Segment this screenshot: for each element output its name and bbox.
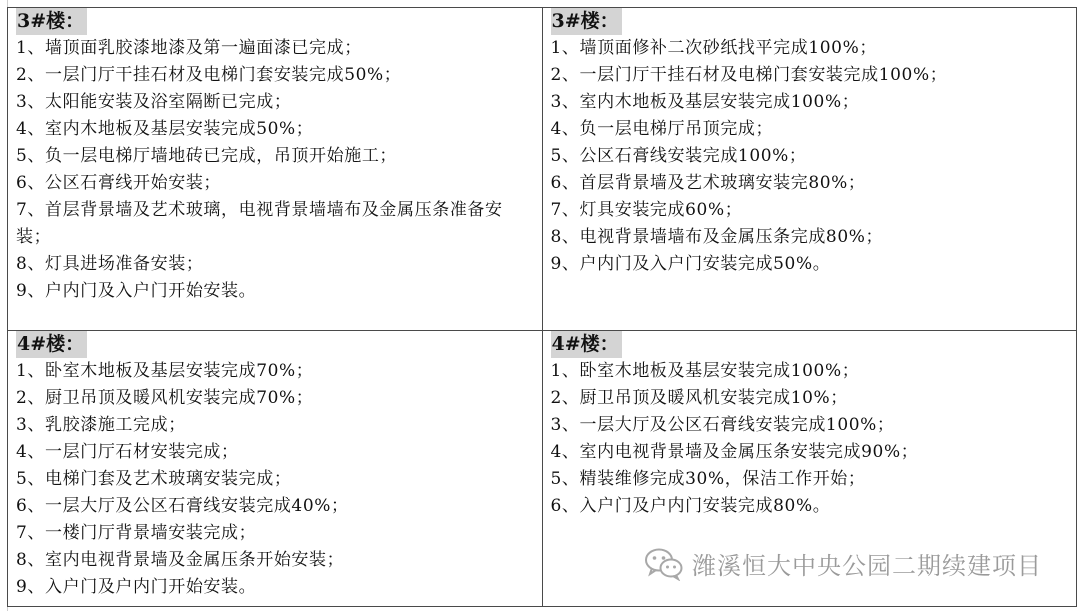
list-item: 7、首层背景墙及艺术玻璃，电视背景墙墙布及金属压条准备安装；: [16, 200, 503, 247]
list-item: 4、负一层电梯厅吊顶完成；: [550, 119, 774, 139]
wechat-icon: [644, 547, 684, 581]
list-item: 8、灯具进场准备安装；: [16, 254, 204, 274]
list-item: 6、一层大厅及公区石膏线安装完成40%；: [16, 496, 349, 516]
cell-previous-building-4: [8, 331, 543, 607]
list-item: 7、一楼门厅背景墙安装完成；: [16, 523, 257, 543]
list-item: 2、厨卫吊顶及暖风机安装完成70%；: [16, 388, 314, 408]
item-list: [551, 358, 1069, 520]
list-item: 1、墙顶面修补二次砂纸找平完成100%；: [550, 38, 877, 58]
table-row: [8, 8, 1077, 331]
list-item: 2、厨卫吊顶及暖风机安装完成10%；: [550, 388, 848, 408]
list-item: 6、首层背景墙及艺术玻璃安装完80%；: [550, 173, 866, 193]
list-item: 3、太阳能安装及浴室隔断已完成；: [16, 92, 292, 112]
list-item: 9、户内门及入户门开始安装。: [16, 281, 257, 301]
list-item: 9、户内门及入户门安装完成50%。: [550, 254, 831, 274]
progress-table: [7, 7, 1077, 607]
list-item: 2、一层门厅干挂石材及电梯门套安装完成100%；: [550, 65, 948, 85]
list-item: 4、室内电视背景墙及金属压条安装完成90%；: [550, 442, 919, 462]
item-list: [551, 35, 1069, 278]
cell-heading: 3#楼：: [16, 8, 87, 35]
list-item: 9、入户门及户内门开始安装。: [16, 577, 257, 597]
list-item: 6、入户门及户内门安装完成80%。: [550, 496, 831, 516]
cell-previous-building-3: [8, 8, 543, 331]
list-item: 5、公区石膏线安装完成100%；: [550, 146, 807, 166]
list-item: 8、电视背景墙墙布及金属压条完成80%；: [550, 227, 884, 247]
list-item: 1、卧室木地板及基层安装完成100%；: [550, 361, 860, 381]
list-item: 3、一层大厅及公区石膏线安装完成100%；: [550, 415, 895, 435]
watermark: [644, 546, 1042, 581]
list-item: 5、负一层电梯厅墙地砖已完成，吊顶开始施工；: [16, 146, 398, 166]
list-item: 4、室内木地板及基层安装完成50%；: [16, 119, 314, 139]
list-item: 4、一层门厅石材安装完成；: [16, 442, 239, 462]
cell-heading: 3#楼：: [551, 8, 622, 35]
list-item: 8、室内电视背景墙及金属压条开始安装；: [16, 550, 345, 570]
list-item: 3、乳胶漆施工完成；: [16, 415, 186, 435]
list-item: 7、灯具安装完成60%；: [550, 200, 743, 220]
cell-current-building-3: [542, 8, 1077, 331]
list-item: 2、一层门厅干挂石材及电梯门套安装完成50%；: [16, 65, 402, 85]
item-list: [16, 358, 534, 601]
item-list: [16, 35, 534, 305]
cell-heading: 4#楼：: [551, 331, 622, 358]
list-item: 1、卧室木地板及基层安装完成70%；: [16, 361, 314, 381]
list-item: 6、公区石膏线开始安装；: [16, 173, 222, 193]
list-item: 1、墙顶面乳胶漆地漆及第一遍面漆已完成；: [16, 38, 362, 58]
list-item: 5、电梯门套及艺术玻璃安装完成；: [16, 469, 292, 489]
cell-heading: 4#楼：: [16, 331, 87, 358]
list-item: 3、室内木地板及基层安装完成100%；: [550, 92, 860, 112]
list-item: 5、精装维修完成30%，保洁工作开始；: [550, 469, 866, 489]
watermark-text: 潍溪恒大中央公园二期续建项目: [692, 552, 1042, 580]
